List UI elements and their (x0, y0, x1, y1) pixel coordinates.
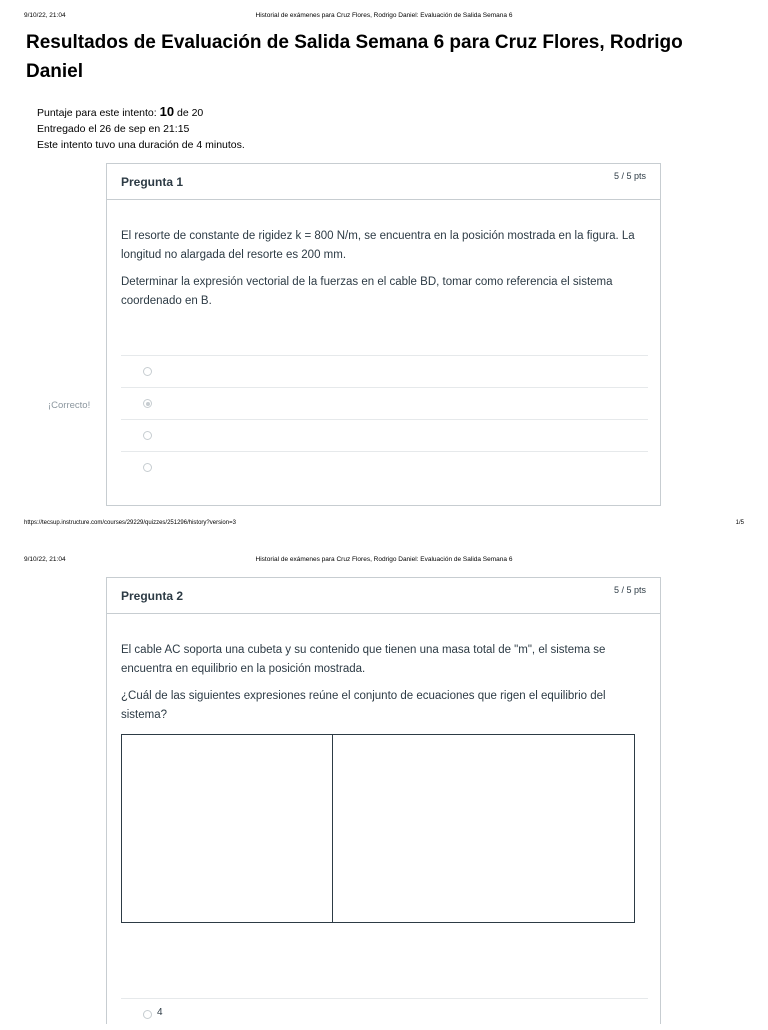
attempt-duration: Este intento tuvo una duración de 4 minutos. (37, 139, 245, 151)
answer-option[interactable] (121, 387, 648, 419)
answer-option[interactable] (121, 451, 648, 483)
print-header-page-1 (0, 12, 768, 26)
radio-button-selected[interactable] (143, 399, 152, 408)
question-paragraph: El resorte de constante de rigidez k = 800 N/m, se encuentra en la posición mostrada en la figura. La longitud no alargada del resorte es 200 mm. (121, 230, 635, 261)
question-points: 5 / 5 pts (613, 171, 646, 181)
question-title: Pregunta 2 (121, 589, 184, 603)
question-header (107, 164, 660, 200)
print-date: 9/10/22, 21:04 (24, 12, 66, 19)
figure-table (121, 734, 635, 923)
radio-button[interactable] (143, 431, 152, 440)
print-date: 9/10/22, 21:04 (24, 556, 66, 563)
print-page-number: 1/5 (735, 520, 744, 526)
print-document-title: Historial de exámenes para Cruz Flores, Rodrigo Daniel: Evaluación de Salida Semana 6 (255, 556, 513, 563)
question-points: 5 / 5 pts (613, 585, 646, 595)
question-paragraph: El cable AC soporta una cubeta y su contenido que tienen una masa total de "m", el sistema se encuentra en equilibrio en la posición mostrada. (121, 644, 606, 675)
print-header-page-2 (0, 556, 768, 570)
question-header (107, 578, 660, 614)
correct-answer-flag: ¡Correcto! (48, 400, 91, 411)
score-value: 10 (159, 104, 175, 119)
answer-option[interactable] (121, 355, 648, 387)
question-paragraph: ¿Cuál de las siguientes expresiones reúne el conjunto de ecuaciones que rigen el equilibrio del sistema? (121, 690, 606, 721)
answer-option[interactable] (121, 998, 648, 1030)
attempt-summary (37, 104, 245, 153)
answer-label: 4 (157, 1007, 163, 1018)
answer-option[interactable] (121, 419, 648, 451)
question-text (107, 200, 660, 311)
attempt-submitted: Entregado el 26 de sep en 21:15 (37, 123, 190, 135)
radio-button[interactable] (143, 1010, 152, 1019)
table-cell-divider (332, 735, 333, 922)
question-title: Pregunta 1 (121, 175, 184, 189)
print-url: https://tecsup.instructure.com/courses/29229/quizzes/251296/history?version=3 (24, 520, 236, 526)
radio-button[interactable] (143, 367, 152, 376)
question-paragraph: Determinar la expresión vectorial de la fuerzas en el cable BD, tomar como referencia el sistema coordenado en B. (121, 276, 613, 307)
answer-list (107, 998, 660, 1030)
attempt-score: Puntaje para este intento: 10 de 20 (37, 104, 204, 119)
question-text (107, 614, 660, 725)
print-document-title: Historial de exámenes para Cruz Flores, Rodrigo Daniel: Evaluación de Salida Semana 6 (255, 12, 513, 19)
question-1 (106, 163, 661, 506)
page-title: Resultados de Evaluación de Salida Semana 6 para Cruz Flores, Rodrigo Daniel (26, 32, 683, 82)
radio-button[interactable] (143, 463, 152, 472)
answer-list (107, 355, 660, 483)
